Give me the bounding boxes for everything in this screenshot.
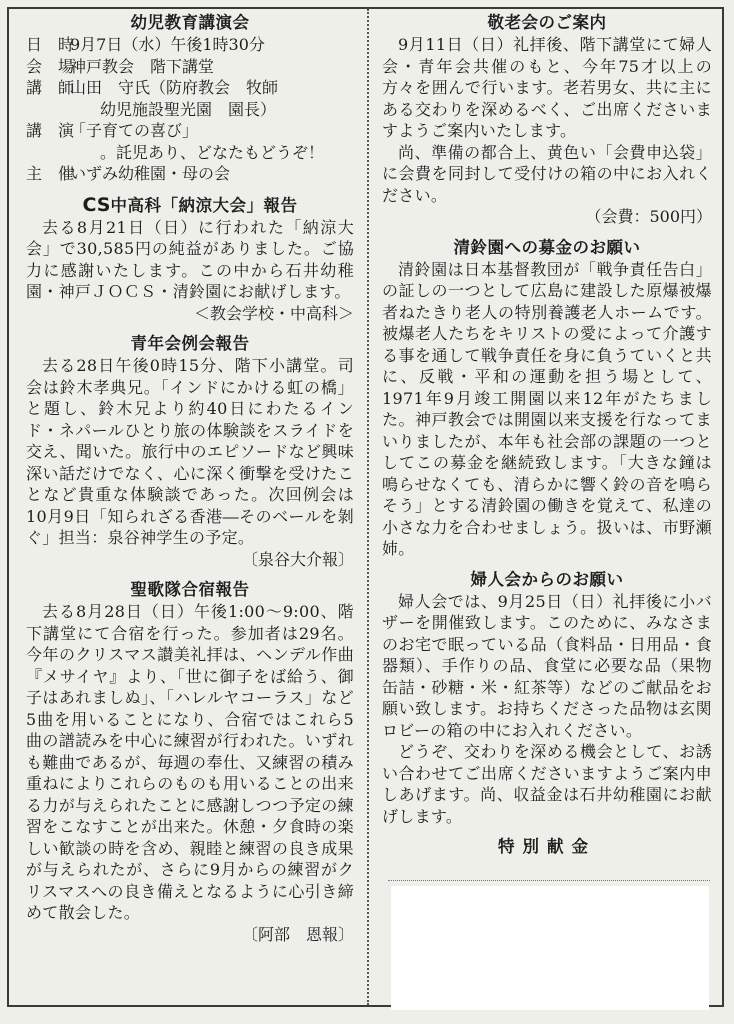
info-row-datetime <box>26 34 354 56</box>
info-row-lecture <box>26 120 354 142</box>
youth-report-section <box>26 333 354 570</box>
womens-body: 婦人会では、9月25日（日）礼拝後に小バザーを開催致します。このために、みなさまのお宅で眠っている品（食料品・日用品・食器類）、手作りの品、食堂に必要な品（果物缶詰・砂糖・米・紅茶等）などのご献品をお願い致します。お持ちくださった品物は玄関ロビーの箱の中にお入れください。 <box>382 591 712 740</box>
youth-report-body: 去る28日午後0時15分、階下小講堂。司会は鈴木孝典兄。「インドにかける虹の橋」と題し、鈴木兄より約40日にわたるインド・ネパールひとり旅の体験談をスライドを交え、聞いた。旅行中のエピソードなど興味深い話だけでなく、心に深く衝撃を受けたことなど貴重な体験談であった。次回例会は10月9日「知られざる香港―そのベールを剝ぐ」担当：泉谷神学生の予定。 <box>26 356 354 547</box>
special-offering-title: 特別献金 <box>498 837 596 856</box>
info-row-speaker <box>26 77 354 99</box>
info-value: 9月7日（水）午後1時30分 <box>70 35 265 54</box>
info-label: 主 催 <box>26 164 75 183</box>
womens-title: 婦人会からのお願い <box>470 569 624 589</box>
choir-report-title: 聖歌隊合宿報告 <box>130 580 250 599</box>
choir-report-section <box>26 579 354 945</box>
elders-section <box>382 12 712 228</box>
info-value: いずみ幼稚園・母の会 <box>70 164 231 183</box>
seireien-section <box>382 237 712 560</box>
redacted-area <box>391 886 709 1010</box>
column-divider <box>367 9 369 1005</box>
elders-body: 9月11日（日）礼拝後、階下講堂にて婦人会・青年会共催のもと、今年75才以上の方々を囲んで行います。老若男女、共に主にある交わりを深めるべく、ご出席くださいますようご案内いたします。 <box>382 35 712 140</box>
cs-logo: CS <box>82 193 111 216</box>
info-value: 神戸教会 階下講堂 <box>70 56 215 76</box>
cs-report-title <box>26 194 354 217</box>
womens-section <box>382 569 712 828</box>
cs-report-signature: ＜教会学校・中高科＞ <box>193 303 354 323</box>
seireien-body: 清鈴園は日本基督教団が「戦争責任告白」の証しの一つとして広島に建設した原爆被爆者ねたきり老人の特別養護老人ホームです。被爆老人たちをキリストの愛によって介護する事を通して戦争責任を身に負うていくと共に、反戦・平和の運動を担う場として、1971年9月竣工開園以来12年がたちました。神戸教会では開園以来支援を行なってまいりましたが、本年も社会部の課題の一つとしてこの募金を継続致します。「大きな鐘は鳴らせなくても、清らかに響く鈴の音を鳴らそう」とする清鈴園の働きを覚えて、私達の小さな力を合わせましょう。扱いは、市野瀬姉。 <box>382 259 712 558</box>
elders-fee: （会費：500円） <box>585 207 712 226</box>
childcare-note: 。託児あり、どなたもどうぞ！ <box>100 142 325 162</box>
info-row-host <box>26 163 354 185</box>
womens-body-invite: どうぞ、交わりを深める機会として、お誘い合わせてご出席くださいますようご案内申しあげます。尚、収益金は石井幼稚園にお献げします。 <box>382 742 712 826</box>
info-label: 講 演 <box>26 121 75 140</box>
kindergarten-lecture-section <box>26 12 354 185</box>
kindergarten-lecture-title: 幼児教育講演会 <box>130 13 250 32</box>
youth-report-signature: 〔泉谷大介報〕 <box>241 549 354 569</box>
youth-report-title: 青年会例会報告 <box>130 334 250 353</box>
right-column <box>382 12 712 858</box>
cs-report-title-text: 中高科「納涼大会」報告 <box>110 195 298 215</box>
elders-body-note: 尚、準備の都合上、黄色い「会費申込袋」に会費を同封して受付けの箱の中にお入れください。 <box>382 142 712 205</box>
cs-report-body: 去る8月21日（日）に行われた「納涼大会」で30,585円の純益がありました。ご協力に感謝いたします。この中から石井幼稚園・神戸ＪＯＣＳ・清鈴園にお献げします。 <box>26 217 354 301</box>
info-value: 「子育ての喜び」 <box>70 121 199 140</box>
info-label: 講 師 <box>26 78 75 97</box>
elders-title: 敬老会のご案内 <box>487 13 607 32</box>
cs-report-section <box>26 194 354 325</box>
special-offering-section <box>382 836 712 858</box>
seireien-title: 清鈴園への募金のお願い <box>453 237 641 257</box>
left-column <box>26 12 354 945</box>
info-label: 会 場 <box>26 56 75 76</box>
speaker-continuation: 幼児施設聖光園 園長） <box>100 99 277 119</box>
info-label: 日 時 <box>26 35 75 54</box>
info-value: 山田 守氏（防府教会 牧師 <box>70 78 279 97</box>
choir-report-body: 去る8月28日（日）午後1:00～9:00、階下講堂にて合宿を行った。参加者は29名。今年のクリスマス讃美礼拝は、ヘンデル作曲『メサイヤ』より、「世に御子をば給う、御子はあれましぬ」、「ハレルヤコーラス」など5曲を用いることになり、合宿ではこれら5曲の譜読みを中心に練習が行われた。いずれも難曲であるが、毎週の奉仕、又練習の積み重ねによりこれらのものも用いることの出来る力が与えられたことに感謝しつつ予定の練習をこなすことが出来た。休憩・夕食時の楽しい歓談の時を含め、親睦と練習の良き成果が与えられたが、さらに9月からの練習がクリスマスへの良き備えとなるように心引き締めて散会した。 <box>26 602 354 922</box>
info-row-venue <box>26 56 354 78</box>
choir-report-signature: 〔阿部 恩報〕 <box>241 924 354 944</box>
